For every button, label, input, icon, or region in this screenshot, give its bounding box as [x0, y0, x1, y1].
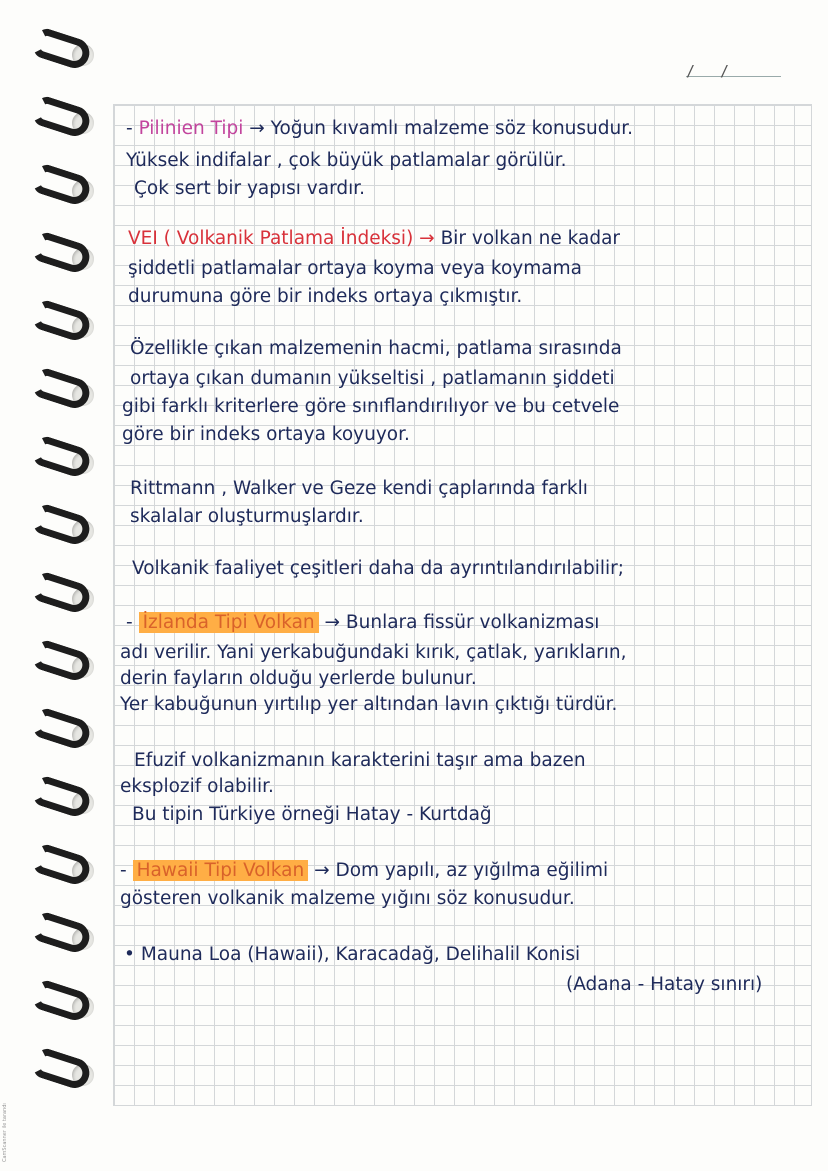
note-line: Yer kabuğunun yırtılıp yer altından lavın çıktığı türdür.	[120, 694, 618, 715]
heading-izlanda: İzlanda Tipi Volkan	[139, 612, 319, 633]
note-line: durumuna göre bir indeks ortaya çıkmıştır.	[128, 286, 523, 307]
dash: -	[126, 118, 139, 139]
note-line: Bu tipin Türkiye örneği Hatay - Kurtdağ	[132, 804, 492, 825]
note-line: derin fayların olduğu yerlerde bulunur.	[120, 668, 477, 689]
date-field: / /	[686, 62, 781, 77]
text: Bunlara fissür volkanizması	[345, 612, 600, 633]
heading-vei: VEI ( Volkanik Patlama İndeksi)	[128, 228, 414, 249]
note-line: şiddetli patlamalar ortaya koyma veya koymama	[128, 258, 582, 279]
spiral-ring	[28, 302, 98, 348]
note-line: gibi farklı kriterlere göre sınıflandırılıyor ve bu cetvele	[122, 396, 620, 417]
heading-pilinien: Pilinien Tipi	[138, 118, 244, 139]
spiral-ring	[28, 982, 98, 1028]
note-line	[126, 118, 633, 139]
text: Mauna Loa (Hawaii), Karacadağ, Delihalil Konisi	[140, 944, 581, 965]
spiral-ring	[28, 30, 98, 76]
spiral-ring	[28, 234, 98, 280]
spiral-ring	[28, 778, 98, 824]
spiral-ring	[28, 642, 98, 688]
note-line: (Adana - Hatay sınırı)	[566, 974, 763, 995]
text: Bir volkan ne kadar	[440, 228, 621, 249]
note-line	[124, 944, 580, 965]
note-line: göre bir indeks ortaya koyuyor.	[122, 424, 410, 445]
note-line	[126, 612, 599, 633]
note-line	[120, 860, 608, 881]
note-line: Özellikle çıkan malzemenin hacmi, patlama sırasında	[130, 338, 622, 359]
spiral-binding	[28, 30, 98, 1140]
bullet-icon: •	[124, 944, 135, 965]
spiral-ring	[28, 438, 98, 484]
text: Dom yapılı, az yığılma eğilimi	[335, 860, 609, 881]
note-line: Çok sert bir yapısı vardır.	[134, 178, 366, 199]
note-line: Efuzif volkanizmanın karakterini taşır ama bazen	[134, 750, 586, 771]
arrow-icon: →	[318, 612, 346, 633]
spiral-ring	[28, 370, 98, 416]
note-line: Volkanik faaliyet çeşitleri daha da ayrıntılandırılabilir;	[132, 558, 624, 579]
note-line: eksplozif olabilir.	[120, 776, 274, 797]
note-line: Yüksek indifalar , çok büyük patlamalar görülür.	[126, 150, 567, 171]
dash: -	[126, 612, 139, 633]
arrow-icon: →	[243, 118, 271, 139]
note-line: gösteren volkanik malzeme yığını söz konusudur.	[120, 888, 575, 909]
note-line: ortaya çıkan dumanın yükseltisi , patlamanın şiddeti	[130, 368, 615, 389]
arrow-icon: →	[413, 228, 441, 249]
spiral-ring	[28, 1050, 98, 1096]
heading-hawaii: Hawaii Tipi Volkan	[133, 860, 309, 881]
spiral-ring	[28, 914, 98, 960]
spiral-ring	[28, 574, 98, 620]
spiral-ring	[28, 166, 98, 212]
text: Yoğun kıvamlı malzeme söz konusudur.	[270, 118, 634, 139]
dash: -	[120, 860, 133, 881]
spiral-ring	[28, 846, 98, 892]
note-line	[128, 228, 620, 249]
arrow-icon: →	[308, 860, 336, 881]
scanner-watermark: CamScanner ile tarandı	[2, 1103, 8, 1162]
note-line: Rittmann , Walker ve Geze kendi çaplarında farklı	[130, 478, 588, 499]
spiral-ring	[28, 506, 98, 552]
spiral-ring	[28, 98, 98, 144]
spiral-ring	[28, 710, 98, 756]
note-line: skalalar oluşturmuşlardır.	[130, 506, 364, 527]
note-line: adı verilir. Yani yerkabuğundaki kırık, çatlak, yarıkların,	[120, 642, 627, 663]
